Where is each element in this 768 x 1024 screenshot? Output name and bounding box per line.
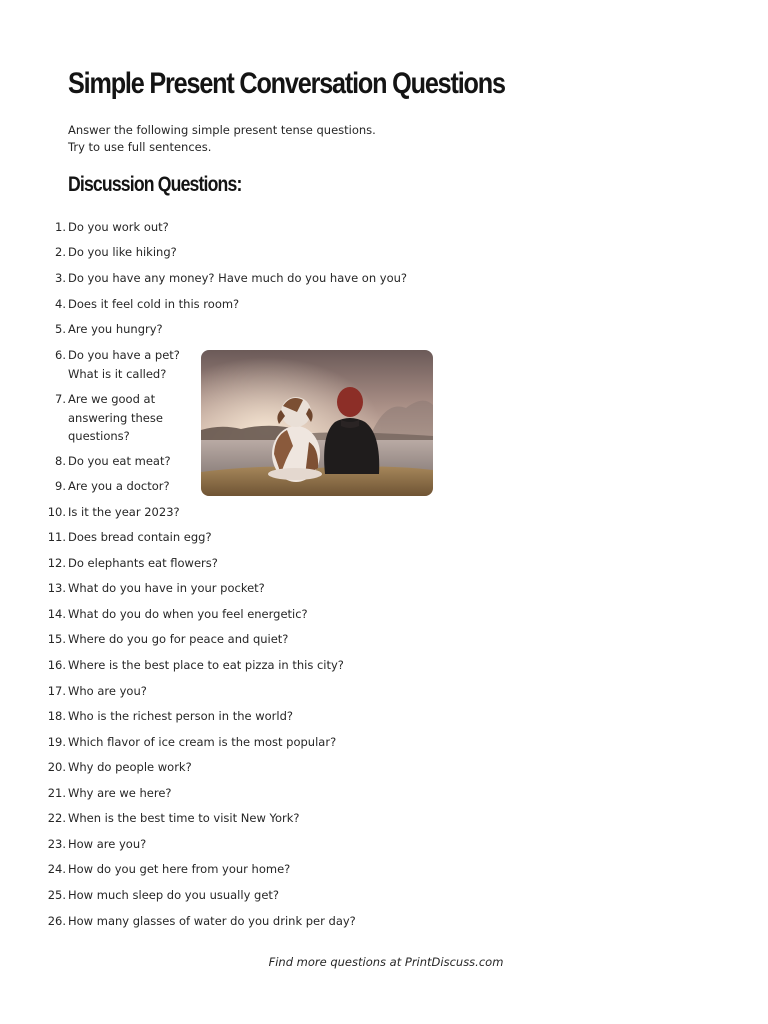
question-number: 21. (47, 786, 66, 800)
question-text: Do you have a pet? (68, 348, 180, 362)
question-text: Are we good at (68, 392, 156, 406)
question-text: Which flavor of ice cream is the most popular? (68, 735, 337, 749)
question-text: When is the best time to visit New York? (68, 811, 300, 825)
page-title: Simple Present Conversation Questions (68, 67, 505, 100)
question-number: 24. (47, 862, 66, 876)
footer-note (0, 953, 768, 971)
question-number: 3. (55, 271, 66, 285)
question-text: questions? (68, 429, 130, 443)
question-text: Why do people work? (68, 760, 192, 774)
instruction-line: Try to use full sentences. (68, 140, 212, 154)
question-text: Does it feel cold in this room? (68, 297, 240, 311)
question-number: 18. (47, 709, 66, 723)
question-text: Who is the richest person in the world? (68, 709, 293, 723)
question-text: answering these (68, 410, 163, 425)
question-number: 5. (55, 322, 66, 336)
question-number: 22. (47, 811, 66, 825)
question-text: How much sleep do you usually get? (68, 888, 280, 902)
question-number: 17. (47, 684, 66, 698)
question-text: Who are you? (68, 684, 147, 698)
question-text: Where do you go for peace and quiet? (68, 632, 289, 646)
question-text: What do you do when you feel energetic? (68, 607, 308, 621)
question-text: How are you? (68, 837, 147, 851)
question-number: 1. (55, 220, 66, 234)
question-number: 2. (55, 245, 66, 259)
question-number: 9. (55, 479, 66, 493)
question-number: 26. (47, 914, 66, 928)
question-text: Are you hungry? (68, 322, 163, 336)
section-heading: Discussion Questions: (68, 173, 242, 196)
question-number: 15. (47, 632, 66, 646)
question-number: 6. (55, 348, 66, 362)
question-text: Do you eat meat? (68, 454, 171, 468)
question-number: 10. (47, 505, 66, 519)
footer-text: Find more questions at PrintDiscuss.com (268, 955, 504, 969)
instruction-line: Answer the following simple present tense questions. (68, 123, 376, 137)
question-text: Why are we here? (68, 786, 172, 800)
question-number: 7. (55, 392, 66, 406)
question-text: Do you work out? (68, 220, 169, 234)
question-number: 13. (47, 581, 66, 595)
question-number: 16. (47, 658, 66, 672)
question-number: 11. (47, 530, 66, 544)
question-text: What do you have in your pocket? (68, 581, 265, 595)
question-number: 8. (55, 454, 66, 468)
question-text: Is it the year 2023? (68, 505, 180, 519)
question-text: Do you have any money? Have much do you have on you? (68, 271, 408, 285)
question-text: Do you like hiking? (68, 245, 177, 259)
question-text: Does bread contain egg? (68, 530, 212, 544)
question-text: Do elephants eat flowers? (68, 556, 218, 570)
question-number: 20. (47, 760, 66, 774)
question-number: 25. (47, 888, 66, 902)
question-text: What is it called? (68, 366, 167, 381)
question-number: 14. (47, 607, 66, 621)
photo-dog-and-woman-by-lake (201, 350, 433, 496)
question-text: How many glasses of water do you drink per day? (68, 914, 356, 928)
question-number: 4. (55, 297, 66, 311)
question-text: Where is the best place to eat pizza in this city? (68, 658, 344, 672)
question-number: 19. (47, 735, 66, 749)
question-text: How do you get here from your home? (68, 862, 291, 876)
question-text: Are you a doctor? (68, 479, 170, 493)
instructions (68, 122, 376, 156)
question-number: 12. (47, 556, 66, 570)
question-number: 23. (47, 837, 66, 851)
